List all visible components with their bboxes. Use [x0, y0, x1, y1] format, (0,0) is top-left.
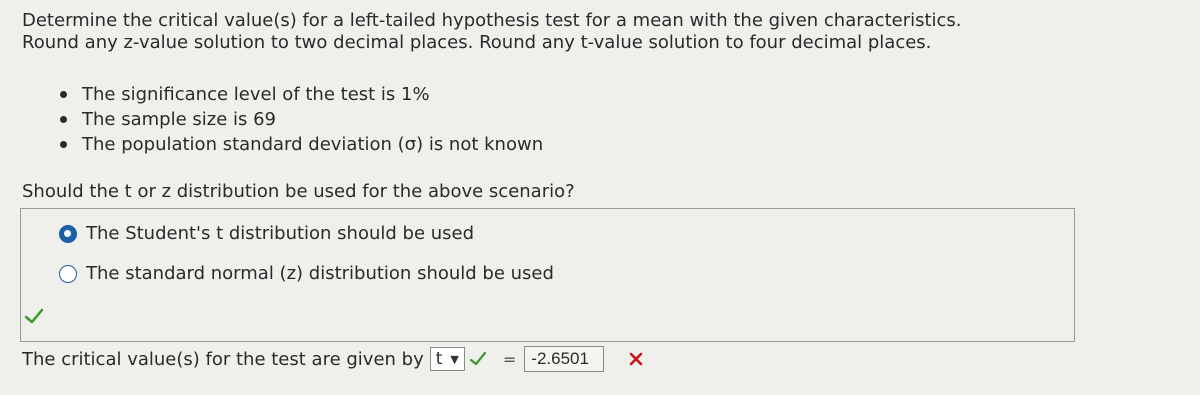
bullet-dot-icon — [60, 116, 67, 123]
radio-unselected-icon[interactable] — [59, 265, 77, 283]
distribution-question: Should the t or z distribution be used for the above scenario? — [22, 181, 575, 202]
prompt-line-2: Round any z-value solution to two decimal places. Round any t-value solution to four decimal places. — [22, 32, 932, 53]
chevron-down-icon: ▼ — [450, 352, 459, 366]
correct-check-icon — [469, 350, 487, 368]
condition-text: The significance level of the test is 1% — [82, 84, 430, 105]
conditions-list — [60, 82, 543, 157]
option-label: The Student's t distribution should be used — [86, 223, 475, 244]
select-value: t — [435, 349, 443, 369]
incorrect-x-icon — [628, 351, 644, 367]
answer-options-box — [20, 208, 1075, 342]
option-student-t[interactable] — [59, 223, 474, 244]
question-prompt — [22, 10, 962, 54]
correct-check-icon — [23, 305, 45, 327]
radio-selected-icon[interactable] — [59, 225, 77, 243]
bullet-dot-icon — [60, 91, 67, 98]
condition-text: The population standard deviation (σ) is not known — [82, 134, 544, 155]
condition-text: The sample size is 69 — [82, 109, 276, 130]
condition-item — [60, 82, 543, 107]
critical-value-row — [22, 346, 644, 372]
condition-item — [60, 132, 543, 157]
equals-sign: = — [502, 349, 517, 369]
prompt-line-1: Determine the critical value(s) for a left-tailed hypothesis test for a mean with the given characteristics. — [22, 10, 962, 31]
bullet-dot-icon — [60, 141, 67, 148]
distribution-select[interactable] — [430, 347, 465, 371]
condition-item — [60, 107, 543, 132]
option-label: The standard normal (z) distribution should be used — [86, 263, 554, 284]
critical-value-input[interactable]: -2.6501 — [524, 346, 604, 372]
option-standard-normal[interactable] — [59, 263, 554, 284]
critical-value-label: The critical value(s) for the test are given by — [22, 348, 424, 370]
